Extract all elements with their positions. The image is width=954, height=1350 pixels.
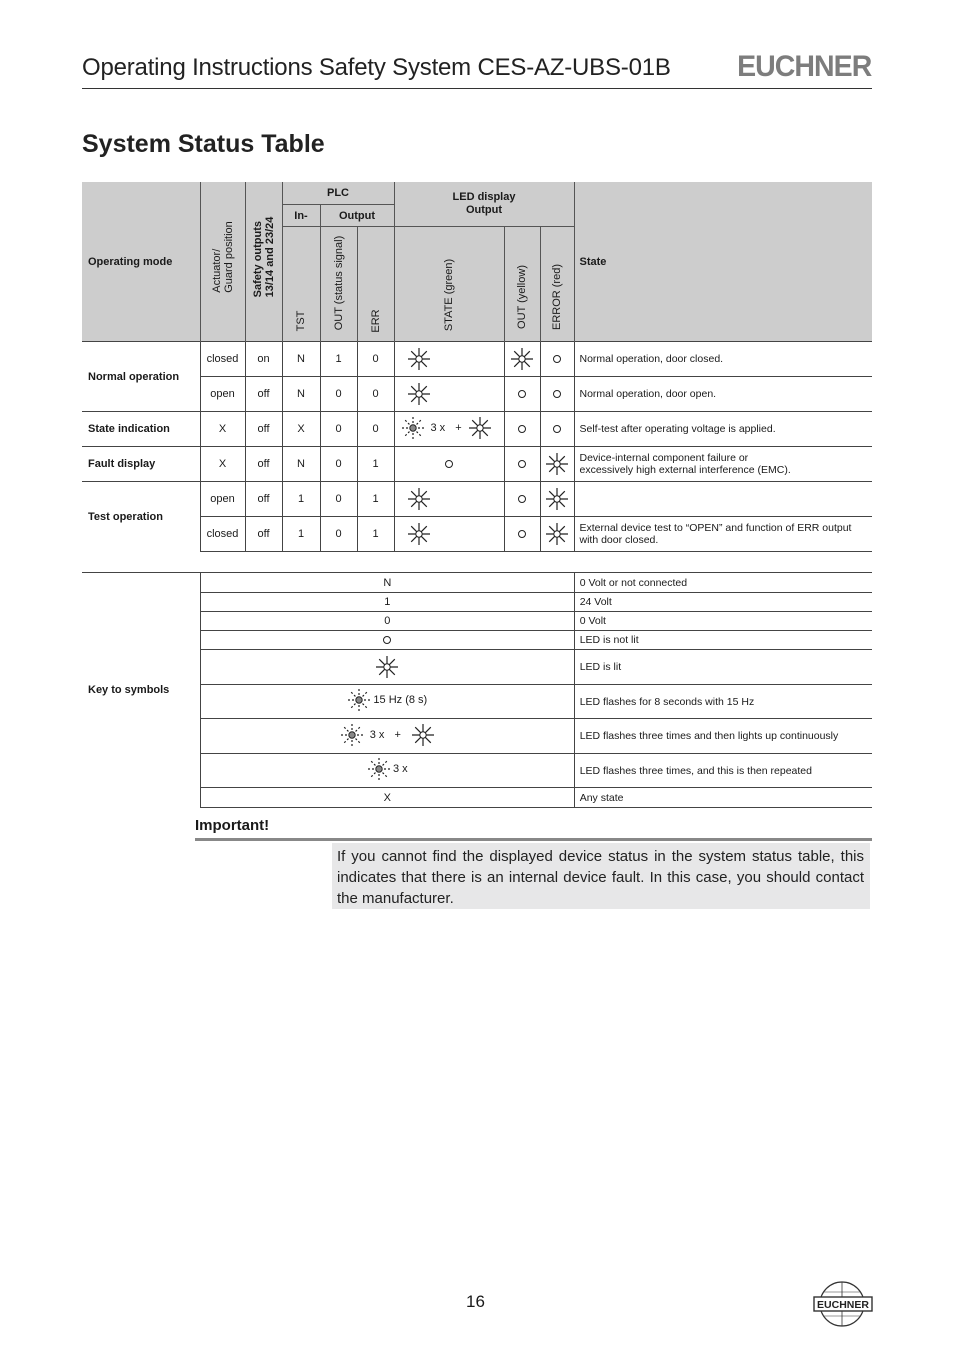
led-off-icon: [518, 425, 526, 433]
cell-actuator: open: [200, 377, 245, 412]
cell-actuator: open: [200, 482, 245, 517]
cell-state: Self-test after operating voltage is applied.: [574, 412, 872, 447]
led-flash-icon: [401, 416, 425, 440]
table-row: [82, 517, 872, 552]
key-label: Key to symbols: [82, 573, 200, 808]
key-row: [82, 685, 872, 719]
key-description: 0 Volt: [574, 612, 872, 631]
page-number: 16: [466, 1292, 485, 1311]
cell-actuator: closed: [200, 342, 245, 377]
cell-error-led: [540, 377, 574, 412]
led-lit-icon: [545, 452, 569, 476]
led-lit-icon: [407, 382, 431, 406]
key-description: 24 Volt: [574, 593, 872, 612]
cell-out-led: [504, 482, 540, 517]
important-note: If you cannot find the displayed device status in the system status table, this indicates that there is an internal device fault. In this case, you should contact the manufacturer.: [332, 843, 870, 909]
key-symbol: 0: [200, 612, 574, 631]
key-row: [82, 650, 872, 685]
led-off-icon: [553, 425, 561, 433]
cell-out-led: [504, 447, 540, 482]
key-row: [82, 593, 872, 612]
key-description: LED is not lit: [574, 631, 872, 650]
cell-safety: off: [245, 517, 282, 552]
led-off-icon: [553, 390, 561, 398]
document-title: Operating Instructions Safety System CES-AZ-UBS-01B: [82, 54, 671, 81]
led-off-icon: [518, 460, 526, 468]
table-row: [82, 482, 872, 517]
cell-err: 1: [357, 517, 394, 552]
led-lit-icon: [510, 347, 534, 371]
cell-safety: on: [245, 342, 282, 377]
mode-normal-operation: Normal operation: [82, 342, 200, 412]
cell-out-led: [504, 412, 540, 447]
led-lit-icon: [468, 416, 492, 440]
led-lit-icon: [375, 655, 399, 679]
led-off-icon: [553, 355, 561, 363]
cell-state: External device test to “OPEN” and function of ERR output with door closed.: [574, 517, 872, 552]
cell-tst: X: [282, 412, 320, 447]
key-to-symbols-table: [82, 572, 872, 808]
cell-err: 1: [357, 482, 394, 517]
led-off-icon: [518, 495, 526, 503]
header-in: In-: [282, 205, 320, 227]
cell-actuator: closed: [200, 517, 245, 552]
cell-err: 0: [357, 377, 394, 412]
cell-error-led: [540, 517, 574, 552]
led-lit-icon: [407, 522, 431, 546]
header-operating-mode: Operating mode: [82, 182, 200, 342]
header-err: ERR: [357, 227, 394, 342]
cell-out: 1: [320, 342, 357, 377]
led-flash-icon: [367, 757, 391, 781]
cell-safety: off: [245, 377, 282, 412]
header-error-red: ERROR (red): [540, 227, 574, 342]
header-led-display: LED display Output: [394, 182, 574, 227]
cell-state-led: [394, 517, 504, 552]
cell-out: 0: [320, 447, 357, 482]
key-symbol: 3 x +: [200, 719, 574, 754]
important-divider: [195, 838, 872, 841]
key-symbol: 1: [200, 593, 574, 612]
cell-out: 0: [320, 412, 357, 447]
key-description: LED flashes three times, and this is then repeated: [574, 754, 872, 788]
key-description: LED flashes three times and then lights up continuously: [574, 719, 872, 754]
header-divider: [82, 88, 872, 89]
led-off-icon: [518, 390, 526, 398]
cell-state: Normal operation, door closed.: [574, 342, 872, 377]
header-safety-outputs: Safety outputs 13/14 and 23/24: [245, 182, 282, 342]
mode-fault-display: Fault display: [82, 447, 200, 482]
key-row: [82, 788, 872, 808]
footer-logo: [812, 1278, 876, 1335]
cell-state: Device-internal component failure or excessively high external interference (EMC).: [574, 447, 872, 482]
led-lit-icon: [407, 347, 431, 371]
cell-err: 0: [357, 342, 394, 377]
table-row: [82, 412, 872, 447]
cell-error-led: [540, 412, 574, 447]
table-row: [82, 447, 872, 482]
key-symbol: [200, 631, 574, 650]
cell-actuator: X: [200, 412, 245, 447]
led-lit-icon: [407, 487, 431, 511]
header-out-status: OUT (status signal): [320, 227, 357, 342]
important-label: Important!: [195, 817, 270, 834]
cell-error-led: [540, 482, 574, 517]
mode-test-operation: Test operation: [82, 482, 200, 552]
cell-out: 0: [320, 517, 357, 552]
header-output: Output: [320, 205, 394, 227]
cell-tst: N: [282, 377, 320, 412]
brand-logo: EUCHNER: [736, 50, 871, 83]
led-flash-icon: [340, 723, 364, 747]
cell-error-led: [540, 342, 574, 377]
section-title: System Status Table: [82, 130, 325, 158]
cell-error-led: [540, 447, 574, 482]
key-row: [82, 754, 872, 788]
cell-out-led: [504, 517, 540, 552]
key-symbol: X: [200, 788, 574, 808]
cell-out: 0: [320, 377, 357, 412]
header-plc: PLC: [282, 182, 394, 205]
cell-state-led: [394, 447, 504, 482]
key-description: LED is lit: [574, 650, 872, 685]
led-flash-icon: [347, 688, 371, 712]
system-status-table: [82, 182, 872, 552]
header-state-green: STATE (green): [394, 227, 504, 342]
key-symbol: 3 x: [200, 754, 574, 788]
mode-state-indication: State indication: [82, 412, 200, 447]
header-state: State: [574, 182, 872, 342]
cell-state-led: [394, 342, 504, 377]
cell-state: [574, 482, 872, 517]
key-row: [82, 631, 872, 650]
table-row: [82, 377, 872, 412]
cell-state-led: [394, 412, 504, 447]
key-description: Any state: [574, 788, 872, 808]
key-description: LED flashes for 8 seconds with 15 Hz: [574, 685, 872, 719]
key-row: [82, 719, 872, 754]
cell-safety: off: [245, 447, 282, 482]
led-off-icon: [383, 636, 391, 644]
cell-tst: N: [282, 342, 320, 377]
cell-safety: off: [245, 482, 282, 517]
led-lit-icon: [411, 723, 435, 747]
key-symbol: 15 Hz (8 s): [200, 685, 574, 719]
led-lit-icon: [545, 487, 569, 511]
footer-logo-text: EUCHNER: [817, 1299, 869, 1311]
cell-out-led: [504, 342, 540, 377]
cell-tst: 1: [282, 517, 320, 552]
cell-state-led: [394, 482, 504, 517]
led-lit-icon: [545, 522, 569, 546]
key-row: [82, 573, 872, 593]
cell-tst: N: [282, 447, 320, 482]
key-row: [82, 612, 872, 631]
cell-out-led: [504, 377, 540, 412]
cell-err: 1: [357, 447, 394, 482]
plus-sign: +: [455, 421, 462, 434]
cell-out: 0: [320, 482, 357, 517]
key-description: 0 Volt or not connected: [574, 573, 872, 593]
key-symbol: [200, 650, 574, 685]
header-actuator: Actuator/ Guard position: [200, 182, 245, 342]
cell-actuator: X: [200, 447, 245, 482]
led-off-icon: [518, 530, 526, 538]
table-row: [82, 342, 872, 377]
cell-state-led: [394, 377, 504, 412]
cell-tst: 1: [282, 482, 320, 517]
cell-err: 0: [357, 412, 394, 447]
key-symbol: N: [200, 573, 574, 593]
header-tst: TST: [282, 227, 320, 342]
header-out-yellow: OUT (yellow): [504, 227, 540, 342]
cell-safety: off: [245, 412, 282, 447]
led-off-icon: [445, 460, 453, 468]
cell-state: Normal operation, door open.: [574, 377, 872, 412]
flash-count-label: 3 x: [430, 421, 446, 434]
